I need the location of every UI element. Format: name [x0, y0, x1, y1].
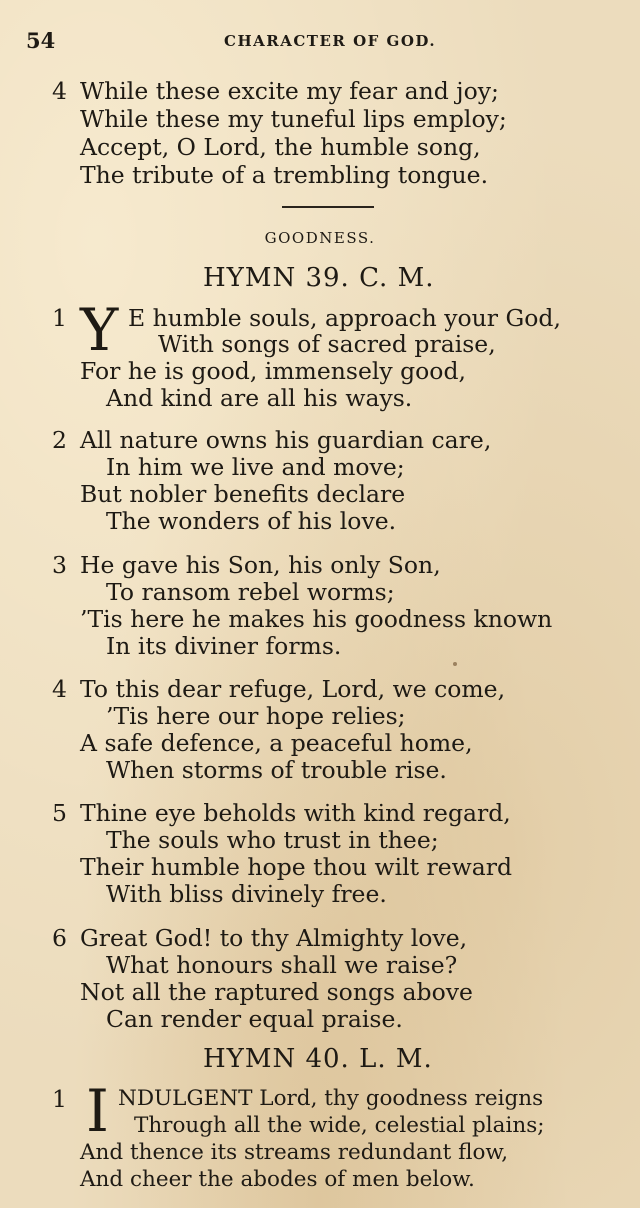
stanza-line: While these excite my fear and joy; — [80, 77, 499, 105]
stanza-line: For he is good, immensely good, — [80, 357, 466, 385]
stanza-line: ’Tis here our hope relies; — [106, 702, 406, 730]
stanza-number: 1 — [52, 304, 67, 332]
stanza-line: Accept, O Lord, the humble song, — [80, 133, 481, 161]
page-header — [26, 28, 626, 58]
drop-cap: I — [86, 1077, 109, 1145]
stanza-line: And cheer the abodes of men below. — [80, 1167, 475, 1192]
stanza-line: With songs of sacred praise, — [158, 330, 496, 358]
stanza-line: ’Tis here he makes his goodness known — [80, 605, 553, 633]
stanza-line: To ransom rebel worms; — [106, 578, 395, 606]
stanza-line: Can render equal praise. — [106, 1005, 403, 1033]
stanza-number: 3 — [52, 551, 67, 579]
stanza-line: All nature owns his guardian care, — [80, 426, 492, 454]
drop-cap: Y — [80, 296, 119, 364]
stanza-line: In its diviner forms. — [106, 632, 342, 660]
page-number: 54 — [26, 28, 56, 53]
stanza-number: 4 — [52, 77, 67, 105]
running-head: CHARACTER OF GOD. — [224, 32, 437, 50]
section-divider — [282, 206, 374, 208]
stanza-number: 4 — [52, 675, 67, 703]
stanza-number: 2 — [52, 426, 67, 454]
stanza-line: When storms of trouble rise. — [106, 756, 447, 784]
stanza-number: 6 — [52, 924, 67, 952]
stanza-number: 1 — [52, 1085, 67, 1113]
stanza-line: Thine eye beholds with kind regard, — [80, 799, 511, 827]
stanza-line: Great God! to thy Almighty love, — [80, 924, 468, 952]
stanza-line: What honours shall we raise? — [106, 951, 458, 979]
stanza-line: But nobler benefits declare — [80, 480, 406, 508]
stanza-line: The tribute of a trembling tongue. — [80, 161, 489, 189]
stanza-line: Not all the raptured songs above — [80, 978, 473, 1006]
section-title: GOODNESS. — [264, 229, 376, 247]
stanza-number: 5 — [52, 799, 67, 827]
stanza-line: He gave his Son, his only Son, — [80, 551, 441, 579]
stanza-line: Through all the wide, celestial plains; — [134, 1113, 545, 1138]
hymn-title: HYMN 39. C. M. — [203, 263, 435, 293]
stanza-line: To this dear refuge, Lord, we come, — [80, 675, 506, 703]
stanza-line: The wonders of his love. — [106, 507, 397, 535]
stanza-line: In him we live and move; — [106, 453, 405, 481]
stanza-line: Their humble hope thou wilt reward — [80, 853, 513, 881]
stanza-line: And kind are all his ways. — [106, 384, 413, 412]
stanza-line: And thence its streams redundant flow, — [80, 1140, 509, 1165]
stanza-line: E humble souls, approach your God, — [128, 304, 561, 332]
hymn-title: HYMN 40. L. M. — [203, 1044, 433, 1074]
paper-speck — [453, 662, 457, 666]
stanza-line: The souls who trust in thee; — [106, 826, 439, 854]
stanza-line: With bliss divinely free. — [106, 880, 387, 908]
stanza-line: While these my tuneful lips employ; — [80, 105, 507, 133]
stanza-line: A safe defence, a peaceful home, — [80, 729, 473, 757]
stanza-line: NDULGENT Lord, thy goodness reigns — [118, 1086, 544, 1111]
